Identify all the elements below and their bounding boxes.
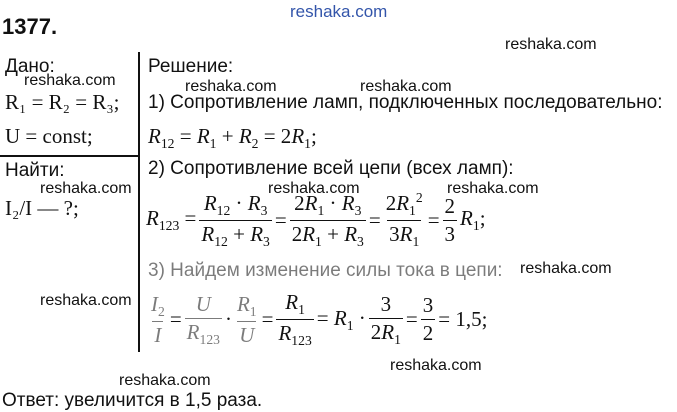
watermark: reshaka.com [40, 180, 132, 197]
watermark: reshaka.com [119, 372, 211, 389]
solution-step-1: 1) Сопротивление ламп, подключенных последовательно: [148, 92, 663, 113]
divider-vertical [138, 52, 140, 352]
watermark: reshaka.com [360, 78, 452, 95]
watermark-top: reshaka.com [290, 2, 388, 21]
equation-3: $\frac{I_2}{I}$ = $\frac{U}{R_{123}}$ · $\frac{R_1}{U}$ = $\frac{R_1}{R_{123}}$ = $R_1$ · $\frac{3}{2R_1}$ = $\frac{3}{2}$ = 1,5; [151, 290, 488, 349]
divider-horizontal [0, 155, 139, 157]
watermark: reshaka.com [40, 292, 132, 309]
watermark: reshaka.com [390, 357, 482, 374]
problem-number: 1377. [2, 14, 58, 39]
answer: Ответ: увеличится в 1,5 раза. [2, 390, 263, 411]
given-line-1: R₁ = R₂ = R₃; [5, 90, 120, 114]
watermark: reshaka.com [268, 180, 360, 197]
solution-step-2: 2) Сопротивление всей цепи (всех ламп): [148, 158, 514, 179]
find-line: I₂/I — ?; [5, 196, 79, 220]
watermark: reshaka.com [185, 78, 277, 95]
find-heading: Найти: [5, 160, 65, 181]
watermark: reshaka.com [447, 180, 539, 197]
given-line-2: U = const; [5, 124, 93, 148]
solution-step-3: 3) Найдем изменение силы тока в цепи: [148, 260, 503, 281]
solution-heading: Решение: [148, 56, 234, 77]
watermark: reshaka.com [520, 260, 612, 277]
watermark: reshaka.com [505, 36, 597, 53]
given-heading: Дано: [5, 56, 55, 77]
watermark: reshaka.com [24, 72, 116, 89]
equation-1: $R_{12} = R_1 + R_2 = 2R_1$; [148, 124, 317, 152]
equation-2: $R_{123}$ = $\frac{R_{12} \cdot R_3}{R_{12} + R_3}$ = $\frac{2R_1 \cdot R_3}{2R_1 + R_3}$ = $\frac{2R_1^2}{3R_1}$ = $\frac{2}{3}$ $R_1$; [146, 190, 486, 250]
